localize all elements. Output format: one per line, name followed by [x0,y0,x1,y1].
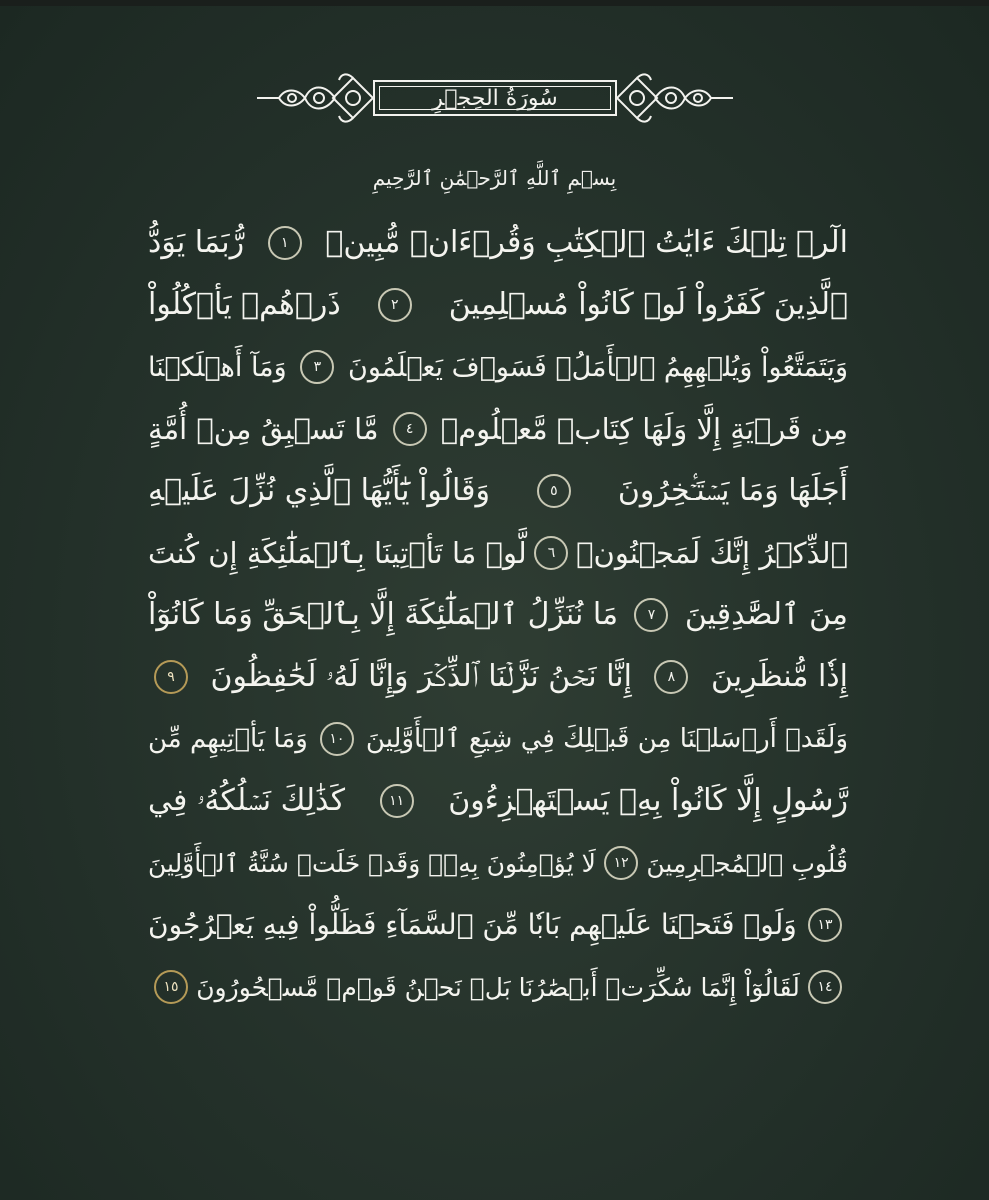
verse-text: إِنَّا نَحۡنُ نَزَّلۡنَا ٱلذِّكۡرَ وَإِنَّا لَهُۥ لَحَٰفِظُونَ [210,659,632,694]
verse-line-9 [148,708,848,770]
verse-line-6 [148,522,848,584]
verse-text: مَّا تَسۡبِقُ مِنۡ أُمَّةٍ [148,411,379,446]
ayah-marker-4: ٤ [393,412,427,446]
verse-text: لَّوۡ مَا تَأۡتِينَا بِٱلۡمَلَٰٓئِكَةِ إِن كُنتَ [148,535,527,570]
verse-line-12 [148,894,848,956]
ayah-marker-9: ٩ [154,660,188,694]
verse-text: كَذَٰلِكَ نَسۡلُكُهُۥ فِي [148,783,346,818]
ayah-marker-15: ١٥ [154,970,188,1004]
ornament-right-icon [617,70,735,126]
verse-text: أَجَلَهَا وَمَا يَسۡتَـٔۡخِرُونَ [617,473,848,508]
verse-text: وَمَآ أَهۡلَكۡنَا [148,351,287,383]
verse-text: رُّبَمَا يَوَدُّ [148,225,245,260]
verse-line-4 [148,398,848,460]
verse-text: لَا يُؤۡمِنُونَ بِهِۦۖ وَقَدۡ خَلَتۡ سُنَّةُ ٱلۡأَوَّلِينَ [148,848,596,878]
verse-line-11 [148,832,848,894]
ayah-marker-6: ٦ [534,536,568,570]
ayah-marker-14: ١٤ [808,970,842,1004]
verse-line-2 [148,274,848,336]
verse-lines [148,212,848,1018]
verse-line-5 [148,460,848,522]
ornament-left-icon [255,70,373,126]
verse-text: قُلُوبِ ٱلۡمُجۡرِمِينَ [646,848,848,878]
verse-text: وَقَالُواْ يَٰٓأَيُّهَا ٱلَّذِي نُزِّلَ عَلَيۡهِ [148,473,490,508]
verse-line-3 [148,336,848,398]
verse-text: وَلَوۡ فَتَحۡنَا عَلَيۡهِم بَابٗا مِّنَ ٱلسَّمَآءِ فَظَلُّواْ فِيهِ يَعۡرُجُونَ [148,908,797,941]
verse-text: مِنَ ٱلصَّٰدِقِينَ [684,597,848,632]
ayah-marker-11: ١١ [380,784,414,818]
verse-text: مِن قَرۡيَةٍ إِلَّا وَلَهَا كِتَابٞ مَّعۡلُومٞ [440,411,848,446]
ayah-marker-2: ٢ [378,288,412,322]
ayah-marker-13: ١٣ [808,908,842,942]
surah-title-frame [373,80,617,116]
verse-text: لَقَالُوٓاْ إِنَّمَا سُكِّرَتۡ أَبۡصَٰرُنَا بَلۡ نَحۡنُ قَوۡمٞ مَّسۡحُورُونَ [196,972,800,1002]
verse-line-13 [148,956,848,1018]
verse-text: وَيَتَمَتَّعُواْ وَيُلۡهِهِمُ ٱلۡأَمَلُۖ فَسَوۡفَ يَعۡلَمُونَ [348,351,848,383]
surah-title: سُورَةُ الحِجۡرِ [432,85,558,111]
verse-text: مَا نُنَزِّلُ ٱلۡمَلَٰٓئِكَةَ إِلَّا بِٱلۡحَقِّ وَمَا كَانُوٓاْ [148,597,619,632]
verse-text: ٱلَّذِينَ كَفَرُواْ لَوۡ كَانُواْ مُسۡلِمِينَ [448,287,848,322]
verse-text: الٓرۚ تِلۡكَ ءَايَٰتُ ٱلۡكِتَٰبِ وَقُرۡءَانٖ مُّبِينٖ [325,225,848,260]
verse-text: وَلَقَدۡ أَرۡسَلۡنَا مِن قَبۡلِكَ فِي شِيَعِ ٱلۡأَوَّلِينَ [365,724,848,754]
verse-text: رَّسُولٍ إِلَّا كَانُواْ بِهِۦ يَسۡتَهۡزِءُونَ [448,783,848,818]
verse-text: وَمَا يَأۡتِيهِم مِّن [148,724,308,754]
ayah-marker-3: ٣ [300,350,334,384]
ayah-marker-10: ١٠ [320,722,354,756]
verse-text: إِذٗا مُّنظَرِينَ [710,659,848,694]
verse-text: ٱلذِّكۡرُ إِنَّكَ لَمَجۡنُونٞ [576,535,848,570]
ayah-marker-1: ١ [268,226,302,260]
verse-line-7 [148,584,848,646]
top-edge [0,0,989,6]
verse-line-1 [148,212,848,274]
verse-line-10 [148,770,848,832]
ayah-marker-8: ٨ [654,660,688,694]
ayah-marker-5: ٥ [537,474,571,508]
basmala: بِسۡمِ ٱللَّهِ ٱلرَّحۡمَٰنِ ٱلرَّحِيمِ [372,166,617,190]
ayah-marker-7: ٧ [634,598,668,632]
verse-text: ذَرۡهُمۡ يَأۡكُلُواْ [148,287,341,322]
ayah-marker-12: ١٢ [604,846,638,880]
surah-header [255,70,735,126]
verse-line-8 [148,646,848,708]
